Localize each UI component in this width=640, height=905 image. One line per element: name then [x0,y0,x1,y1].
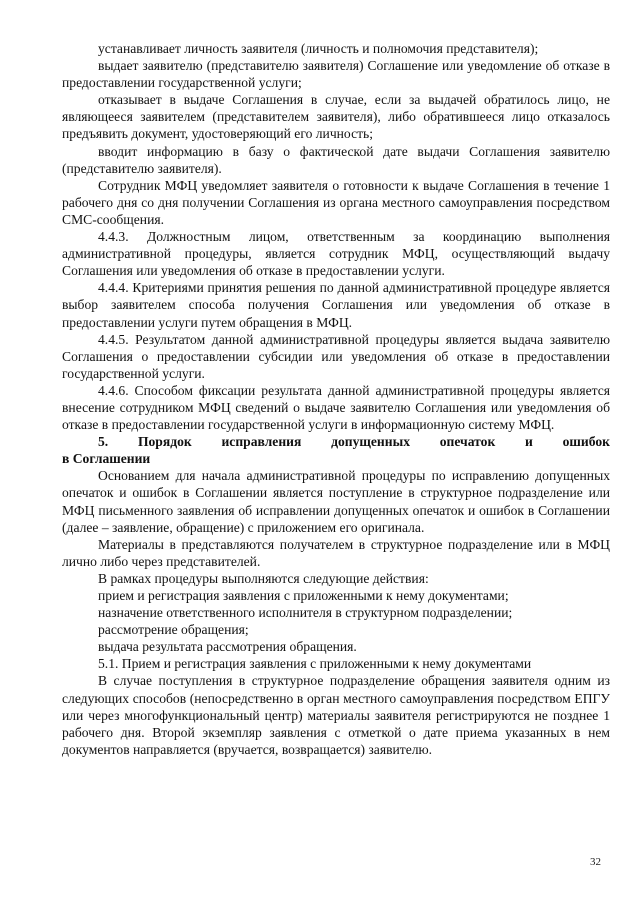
section-heading-continuation: в Соглашении [62,451,151,467]
section-heading-line [62,433,610,450]
heading-word: Порядок [137,434,192,450]
paragraph: устанавливает личность заявителя (личность и полномочия представителя); [98,41,539,56]
list-item: выдача результата рассмотрения обращения. [98,639,357,655]
heading-word: допущенных [331,434,410,450]
heading-word: ошибок [562,434,610,450]
paragraph: вводит информацию в базу о фактической дате выдачи Соглашения заявителю (представителю заявителя). [62,143,610,176]
paragraph: 4.4.5. Результатом данной административной процедуры является выдача заявителю Соглашения о предоставлении субсидии или уведомления об отказе в предоставлении государственной услуги. [62,331,610,381]
list-item: назначение ответственного исполнителя в структурном подразделении; [98,605,513,621]
list-item: рассмотрение обращения; [98,622,249,638]
paragraph: 4.4.4. Критериями принятия решения по данной административной процедуре является выбор заявителем способа получения Соглашения или уведомления об отказе в предоставлении услуги путем обращения в МФЦ. [62,280,610,330]
heading-word: и [525,434,533,450]
document-body [62,40,610,758]
page-number: 32 [590,856,601,868]
heading-word: исправления [221,434,302,450]
paragraph: Основанием для начала административной процедуры по исправлению допущенных опечаток и ошибок в Соглашении является поступление в структурное подразделение или МФЦ письменного заявления об исправлении допущенных опечаток и ошибок в Соглашении (далее – заявление, обращение) с приложением его оригинала. [62,468,610,535]
paragraph: Сотрудник МФЦ уведомляет заявителя о готовности к выдаче Соглашения в течение 1 рабочего дня со дня получении Соглашения из органа местного самоуправления посредством СМС-сообщения. [62,177,610,227]
paragraph: 4.4.6. Способом фиксации результата данной административной процедуры является внесение сотрудником МФЦ сведений о выдаче заявителю Соглашения или уведомления об отказе в предоставлении государственной услуги в информационную систему МФЦ. [62,382,610,433]
paragraph: Материалы в представляются получателем в структурное подразделение или в МФЦ лично либо через представителей. [62,536,610,569]
paragraph: отказывает в выдаче Соглашения в случае, если за выдачей обратилось лицо, не являющееся заявителем (представителем заявителя), либо обратившееся лицо отказалось предъявить документ, удостоверяющий его личность; [62,92,610,142]
heading-word: опечаток [439,434,496,450]
section-heading [62,433,610,467]
list-item: прием и регистрация заявления с приложенными к нему документами; [98,588,509,603]
heading-word: 5. [98,434,109,450]
paragraph: 4.4.3. Должностным лицом, ответственным за координацию выполнения административной процедуры, является сотрудник МФЦ, осуществляющий выдачу Соглашения или уведомления об отказе в предоставлении услуги. [62,229,610,279]
paragraph: выдает заявителю (представителю заявителя) Соглашение или уведомление об отказе в предоставлении государственной услуги; [62,58,610,91]
subsection-title: 5.1. Прием и регистрация заявления с приложенными к нему документами [98,656,532,672]
paragraph: В рамках процедуры выполняются следующие действия: [98,570,429,586]
paragraph: В случае поступления в структурное подразделение обращения заявителя одним из следующих способов (непосредственно в орган местного самоуправления посредством ЕПГУ или через многофункциональный центр) материалы заявителя регистрируются не позднее 1 рабочего дня. Второй экземпляр заявления с отметкой о дате приема указанных в нем документов направляется (вручается, возвращается) заявителю. [62,673,610,757]
